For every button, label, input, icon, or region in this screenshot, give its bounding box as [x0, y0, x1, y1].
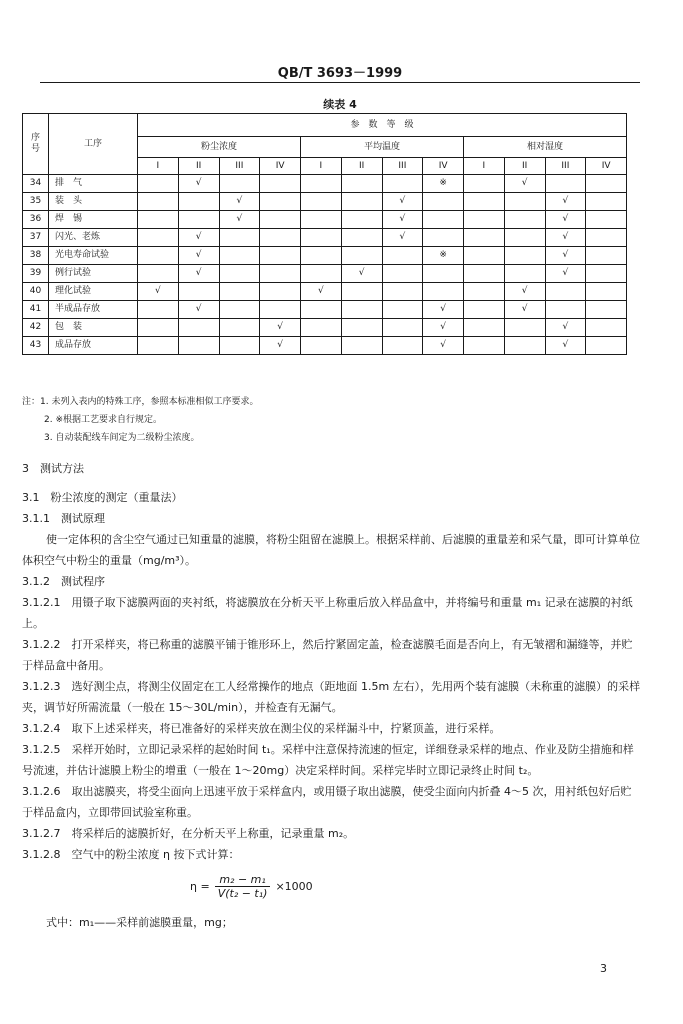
grade-cell — [301, 193, 342, 211]
header-params: 参 数 等 级 — [138, 114, 627, 137]
row-process: 焊 锡 — [49, 211, 138, 229]
grade-cell — [504, 247, 545, 265]
standard-number-header: QB/T 3693－1999 — [277, 66, 403, 81]
grade-cell — [382, 319, 423, 337]
header-dust-concentration: 粉尘浓度 — [138, 137, 301, 158]
grade-cell — [219, 319, 260, 337]
grade-cell — [219, 283, 260, 301]
grade-cell — [260, 229, 301, 247]
paragraph-3-1-2-4: 3.1.2.4 取下上述采样夹，将已准备好的采样夹放在测尘仪的采样漏斗中，拧紧顶盖，进行采样。 — [22, 722, 501, 735]
header-level: IV — [423, 158, 464, 175]
paragraph-3-1-2-8: 3.1.2.8 空气中的粉尘浓度 η 按下式计算： — [22, 848, 240, 861]
row-number: 35 — [23, 193, 49, 211]
header-level: III — [382, 158, 423, 175]
grade-cell — [301, 265, 342, 283]
grade-cell — [464, 265, 505, 283]
body-text — [22, 458, 642, 865]
grade-cell — [138, 319, 179, 337]
row-number: 36 — [23, 211, 49, 229]
grade-cell — [301, 175, 342, 193]
row-process: 闪光、老炼 — [49, 229, 138, 247]
row-number: 39 — [23, 265, 49, 283]
grade-cell — [464, 337, 505, 355]
grade-cell: √ — [219, 211, 260, 229]
formula-numerator: m₂ − m₁ — [215, 873, 269, 887]
grade-cell — [341, 247, 382, 265]
grade-cell: √ — [260, 337, 301, 355]
grade-cell — [504, 265, 545, 283]
grade-cell — [301, 301, 342, 319]
table-row — [23, 319, 627, 337]
header-level: III — [219, 158, 260, 175]
header-level: I — [464, 158, 505, 175]
table-row — [23, 175, 627, 193]
grade-cell: √ — [504, 301, 545, 319]
grade-cell — [586, 247, 627, 265]
header-level: II — [178, 158, 219, 175]
row-number: 37 — [23, 229, 49, 247]
grade-cell — [138, 229, 179, 247]
grade-cell: √ — [545, 229, 586, 247]
grade-cell — [586, 283, 627, 301]
grade-cell — [341, 175, 382, 193]
grade-cell — [219, 247, 260, 265]
grade-cell — [504, 337, 545, 355]
table-row — [23, 283, 627, 301]
grade-cell — [586, 175, 627, 193]
grade-cell — [586, 229, 627, 247]
grade-cell: √ — [382, 211, 423, 229]
header-level: II — [341, 158, 382, 175]
grade-cell — [545, 301, 586, 319]
grade-cell — [382, 175, 423, 193]
grade-cell — [219, 337, 260, 355]
section-3-1-1-heading: 3.1.1 测试原理 — [22, 512, 105, 525]
grade-cell — [138, 193, 179, 211]
grade-cell — [464, 247, 505, 265]
grade-cell: √ — [178, 265, 219, 283]
grade-cell — [464, 211, 505, 229]
grade-cell — [382, 265, 423, 283]
grade-cell: √ — [423, 319, 464, 337]
grade-cell: √ — [178, 229, 219, 247]
grade-cell — [301, 247, 342, 265]
formula-factor: ×1000 — [275, 880, 313, 893]
grade-cell: √ — [545, 319, 586, 337]
row-process: 光电寿命试验 — [49, 247, 138, 265]
header-level: IV — [260, 158, 301, 175]
grade-cell: √ — [260, 319, 301, 337]
parameter-grade-table — [22, 113, 627, 355]
grade-cell: √ — [545, 193, 586, 211]
grade-cell — [586, 193, 627, 211]
grade-cell — [301, 337, 342, 355]
grade-cell — [504, 229, 545, 247]
grade-cell — [341, 229, 382, 247]
grade-cell — [260, 211, 301, 229]
row-process: 排 气 — [49, 175, 138, 193]
grade-cell — [423, 193, 464, 211]
grade-cell — [301, 229, 342, 247]
grade-cell: √ — [545, 247, 586, 265]
header-divider — [40, 82, 640, 83]
grade-cell — [219, 265, 260, 283]
table-caption: 续表 4 — [323, 98, 357, 111]
grade-cell — [545, 175, 586, 193]
grade-cell: √ — [301, 283, 342, 301]
note-3: 3. 自动装配线车间定为二级粉尘浓度。 — [44, 433, 200, 443]
grade-cell — [260, 247, 301, 265]
paragraph-3-1-2-1: 3.1.2.1 用镊子取下滤膜两面的夹衬纸，将滤膜放在分析天平上称重后放入样品盒中，并将编号和重量 m₁ 记录在滤膜的衬纸上。 — [22, 596, 633, 630]
grade-cell — [586, 301, 627, 319]
grade-cell — [341, 319, 382, 337]
grade-cell — [464, 193, 505, 211]
section-3-1-heading: 3.1 粉尘浓度的测定（重量法） — [22, 491, 183, 504]
grade-cell: √ — [382, 193, 423, 211]
grade-cell — [138, 301, 179, 319]
grade-cell — [464, 229, 505, 247]
grade-cell — [382, 337, 423, 355]
grade-cell: √ — [545, 211, 586, 229]
grade-cell — [423, 211, 464, 229]
row-process: 成品存放 — [49, 337, 138, 355]
grade-cell: √ — [138, 283, 179, 301]
grade-cell — [504, 211, 545, 229]
row-process: 例行试验 — [49, 265, 138, 283]
paragraph-3-1-1: 使一定体积的含尘空气通过已知重量的滤膜，将粉尘阻留在滤膜上。根据采样前、后滤膜的重量差和采气量，即可计算单位体积空气中粉尘的重量（mg/m³）。 — [22, 533, 640, 567]
row-process: 包 装 — [49, 319, 138, 337]
grade-cell — [464, 319, 505, 337]
note-2: 2. ※根据工艺要求自行规定。 — [44, 415, 162, 425]
grade-cell: √ — [423, 337, 464, 355]
row-number: 42 — [23, 319, 49, 337]
table-row — [23, 211, 627, 229]
grade-cell — [178, 283, 219, 301]
grade-cell — [301, 319, 342, 337]
row-number: 34 — [23, 175, 49, 193]
table-notes — [22, 393, 642, 447]
row-process: 理化试验 — [49, 283, 138, 301]
grade-cell — [504, 193, 545, 211]
formula-denominator: V(t₂ − t₁) — [217, 887, 268, 900]
row-process: 装 头 — [49, 193, 138, 211]
grade-cell — [260, 283, 301, 301]
grade-cell — [423, 283, 464, 301]
formula-fraction — [214, 873, 272, 900]
grade-cell — [178, 337, 219, 355]
grade-cell — [138, 247, 179, 265]
grade-cell — [586, 265, 627, 283]
grade-cell — [341, 337, 382, 355]
row-number: 41 — [23, 301, 49, 319]
formula-legend: 式中：m₁——采样前滤膜重量，mg； — [46, 916, 233, 929]
grade-cell — [464, 301, 505, 319]
header-average-temperature: 平均温度 — [301, 137, 464, 158]
grade-cell — [301, 211, 342, 229]
grade-cell — [260, 175, 301, 193]
grade-cell: √ — [504, 175, 545, 193]
table-row — [23, 247, 627, 265]
row-number: 38 — [23, 247, 49, 265]
row-process: 半成品存放 — [49, 301, 138, 319]
paragraph-3-1-2-3: 3.1.2.3 选好测尘点，将测尘仪固定在工人经常操作的地点（距地面 1.5m 左右），先用两个装有滤膜（未称重的滤膜）的采样夹，调节好所需流量（一般在 15～30L/min），并检查有无漏气。 — [22, 680, 641, 714]
grade-cell — [382, 283, 423, 301]
table-row — [23, 337, 627, 355]
page-number: 3 — [600, 962, 607, 975]
grade-cell — [382, 301, 423, 319]
header-level: IV — [586, 158, 627, 175]
grade-cell: √ — [423, 301, 464, 319]
section-3-1-2-heading: 3.1.2 测试程序 — [22, 575, 105, 588]
grade-cell: √ — [178, 175, 219, 193]
grade-cell — [545, 283, 586, 301]
grade-cell — [138, 211, 179, 229]
grade-cell — [260, 193, 301, 211]
grade-cell — [260, 265, 301, 283]
grade-cell: √ — [504, 283, 545, 301]
table-row — [23, 301, 627, 319]
paragraph-3-1-2-6: 3.1.2.6 取出滤膜夹，将受尘面向上迅速平放于采样盒内，或用镊子取出滤膜，使受尘面向内折叠 4～5 次，用衬纸包好后贮于样品盒内，立即带回试验室称重。 — [22, 785, 632, 819]
paragraph-3-1-2-5: 3.1.2.5 采样开始时，立即记录采样的起始时间 t₁。采样中注意保持流速的恒定，详细登录采样的地点、作业及防尘措施和样号流速，并估计滤膜上粉尘的增重（一般在 1～20mg）决定采样时间。采样完毕时立即记录终止时间 t₂。 — [22, 743, 634, 777]
grade-cell — [138, 265, 179, 283]
grade-cell — [423, 265, 464, 283]
header-level: II — [504, 158, 545, 175]
row-number: 43 — [23, 337, 49, 355]
grade-cell — [178, 193, 219, 211]
grade-cell — [341, 211, 382, 229]
grade-cell — [464, 175, 505, 193]
table-row — [23, 229, 627, 247]
header-level: I — [138, 158, 179, 175]
grade-cell — [341, 283, 382, 301]
grade-cell: √ — [341, 265, 382, 283]
grade-cell — [423, 229, 464, 247]
section-3-heading: 3 测试方法 — [22, 462, 84, 475]
grade-cell: √ — [178, 247, 219, 265]
paragraph-3-1-2-2: 3.1.2.2 打开采样夹，将已称重的滤膜平铺于锥形环上，然后拧紧固定盖，检查滤膜毛面是否向上，有无皱褶和漏缝等，并贮于样品盒中备用。 — [22, 638, 633, 672]
note-1: 注：1. 未列入表内的特殊工序，参照本标准相似工序要求。 — [22, 397, 259, 407]
paragraph-3-1-2-7: 3.1.2.7 将采样后的滤膜折好，在分析天平上称重，记录重量 m₂。 — [22, 827, 355, 840]
table-row — [23, 193, 627, 211]
grade-cell: ※ — [423, 175, 464, 193]
grade-cell — [341, 193, 382, 211]
header-seq: 序 号 — [23, 114, 49, 175]
header-relative-humidity: 相对湿度 — [464, 137, 627, 158]
grade-cell — [138, 175, 179, 193]
formula-lhs: η = — [190, 880, 210, 893]
grade-cell — [586, 337, 627, 355]
header-level: I — [301, 158, 342, 175]
grade-cell — [260, 301, 301, 319]
grade-cell — [464, 283, 505, 301]
row-number: 40 — [23, 283, 49, 301]
grade-cell — [382, 247, 423, 265]
grade-cell: ※ — [423, 247, 464, 265]
grade-cell: √ — [545, 337, 586, 355]
dust-concentration-formula — [190, 873, 313, 900]
table-row — [23, 265, 627, 283]
header-process: 工序 — [49, 114, 138, 175]
grade-cell — [504, 319, 545, 337]
grade-cell — [586, 319, 627, 337]
grade-cell: √ — [219, 193, 260, 211]
grade-cell — [219, 229, 260, 247]
grade-cell: √ — [545, 265, 586, 283]
grade-cell — [219, 175, 260, 193]
grade-cell — [138, 337, 179, 355]
grade-cell — [178, 319, 219, 337]
grade-cell — [219, 301, 260, 319]
header-level: III — [545, 158, 586, 175]
grade-cell: √ — [382, 229, 423, 247]
grade-cell — [341, 301, 382, 319]
grade-cell — [178, 211, 219, 229]
grade-cell — [586, 211, 627, 229]
grade-cell: √ — [178, 301, 219, 319]
